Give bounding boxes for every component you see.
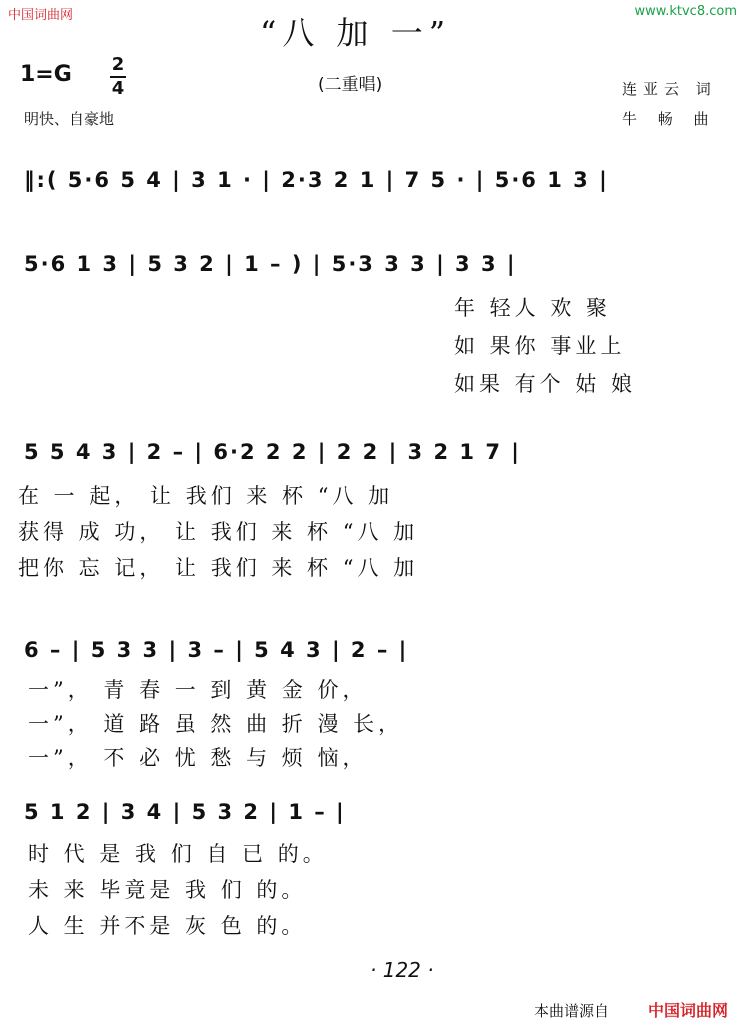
notation-line: 5·6 1 3 | 5 3 2 | 1 – ) | 5·3 3 3 | 3 3 | <box>24 252 517 276</box>
key-signature: 1=G <box>20 62 72 87</box>
source-site-link[interactable]: 中国词曲网 <box>648 1001 729 1020</box>
notation-line: 5 1 2 | 3 4 | 5 3 2 | 1 – | <box>24 800 346 824</box>
notation-line: ‖:( 5·6 5 4 | 3 1 · | 2·3 2 1 | 7 5 · | 5·6 1 3 | <box>24 168 609 192</box>
lyric-verse-1: 在 一 起， 让 我们 来 杯 “八 加 <box>18 484 394 508</box>
composer-credit: 牛 畅 曲 <box>622 110 717 128</box>
song-title: “八 加 一” <box>260 14 452 52</box>
lyric-verse-3: 如果 有个 姑 娘 <box>454 372 637 396</box>
time-signature <box>110 56 126 98</box>
lyric-verse-2: 如 果你 事业上 <box>454 334 626 358</box>
lyric-verse-2: 获得 成 功， 让 我们 来 杯 “八 加 <box>18 520 419 544</box>
notation-line: 5 5 4 3 | 2 – | 6·2 2 2 | 2 2 | 3 2 1 7 | <box>24 440 521 464</box>
watermark-left: 中国词曲网 <box>8 8 74 23</box>
lyric-verse-3: 把你 忘 记， 让 我们 来 杯 “八 加 <box>18 556 419 580</box>
lyric-verse-1: 一”， 青 春 一 到 黄 金 价， <box>28 678 368 702</box>
lyric-verse-1: 时 代 是 我 们 自 已 的。 <box>28 842 328 866</box>
lyric-verse-3: 人 生 并不是 灰 色 的。 <box>28 914 307 938</box>
source-label: 本曲谱源自 <box>534 1002 610 1020</box>
watermark-right[interactable]: www.ktvc8.com <box>634 4 737 19</box>
notation-line: 6 – | 5 3 3 | 3 – | 5 4 3 | 2 – | <box>24 638 409 662</box>
song-form: (二重唱) <box>318 75 383 95</box>
page-number: · 122 · <box>370 958 434 982</box>
lyric-verse-1: 年 轻人 欢 聚 <box>454 296 612 320</box>
tempo-marking: 明快、自豪地 <box>24 110 115 128</box>
time-signature-numerator: 2 <box>111 54 125 75</box>
lyric-verse-3: 一”， 不 必 忧 愁 与 烦 恼， <box>28 746 368 770</box>
lyricist-credit: 连亚云 词 <box>622 80 717 98</box>
time-signature-denominator: 4 <box>111 78 125 99</box>
lyric-verse-2: 一”， 道 路 虽 然 曲 折 漫 长， <box>28 712 404 736</box>
lyric-verse-2: 未 来 毕竟是 我 们 的。 <box>28 878 307 902</box>
